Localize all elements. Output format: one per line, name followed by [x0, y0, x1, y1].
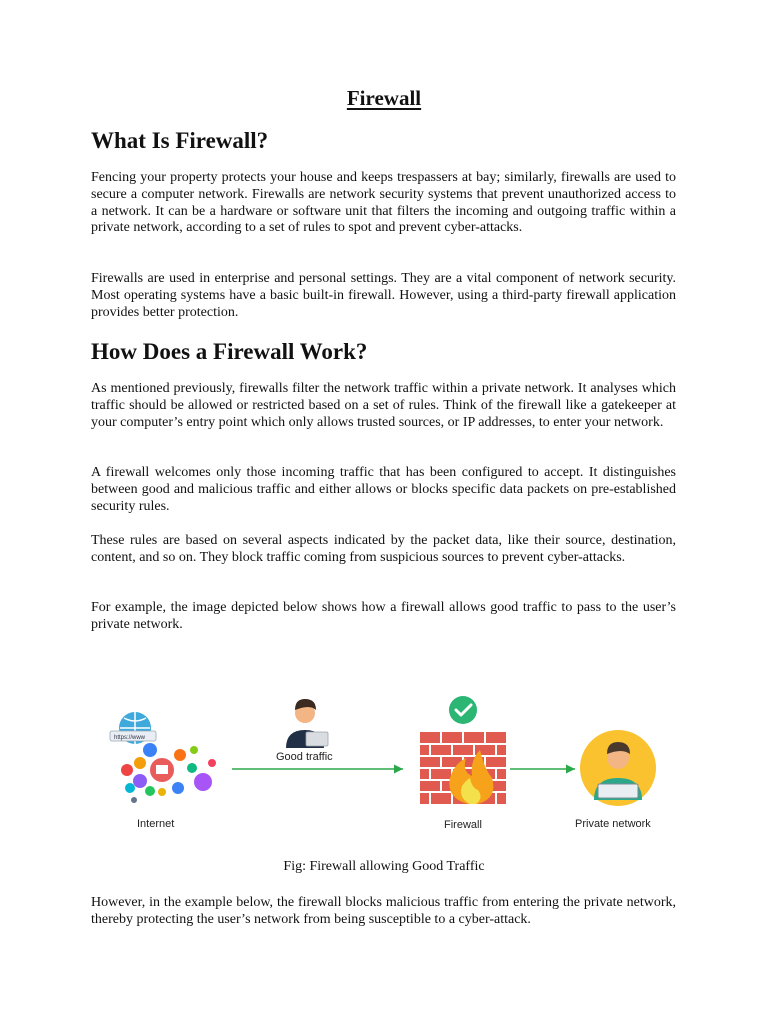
paragraph-2: Firewalls are used in enterprise and personal settings. They are a vital component of network security. Most operating systems have a basic built-in firewall. However, using a third-party firewall application provides better protection. [91, 271, 676, 320]
paragraph-5: These rules are based on several aspects indicated by the packet data, like their source, destination, content, and so on. They block traffic coming from suspicious sources to prevent cyber-attacks. [91, 533, 676, 565]
label-firewall: Firewall [444, 819, 482, 831]
firewall-diagram [0, 688, 768, 838]
label-internet: Internet [137, 818, 175, 830]
paragraph-6: For example, the image depicted below shows how a firewall allows good traffic to pass to the user’s private network. [91, 600, 676, 632]
paragraph-7: However, in the example below, the firewall blocks malicious traffic from entering the private network, thereby protecting the user’s network from being susceptible to a cyber-attack. [91, 895, 676, 927]
label-private-network: Private network [575, 818, 651, 830]
laptop-icon [598, 784, 638, 798]
firewall-brick-icon [420, 732, 506, 804]
cloud-icon [172, 782, 184, 794]
good-traffic-user-icon [286, 699, 328, 748]
like-icon [143, 743, 157, 757]
search-icon [133, 774, 147, 788]
location-icon [194, 773, 212, 791]
document-title: Firewall [346, 86, 422, 110]
heading-how-firewall-works: How Does a Firewall Work? [91, 339, 368, 364]
heading-what-is-firewall: What Is Firewall? [91, 128, 269, 153]
svg-text:https://www: https://www [114, 735, 146, 741]
diagram-svg [0, 688, 768, 838]
laptop-icon [306, 732, 328, 746]
check-icon [449, 696, 477, 724]
paragraph-4: A firewall welcomes only those incoming traffic that has been configured to accept. It distinguishes between good and malicious traffic and either allows or blocks specific data packets on pre-established security rules. [91, 465, 676, 514]
label-good-traffic: Good traffic [276, 751, 333, 763]
figure-caption: Fig: Firewall allowing Good Traffic [283, 859, 485, 874]
internet-icon-cluster [110, 712, 216, 803]
paragraph-1: Fencing your property protects your house and keeps trespassers at bay; similarly, firewalls are used to secure a computer network. Firewalls are network security systems that prevent unauthorized access to a network. It can be a hardware or software unit that filters the incoming and outgoing traffic within a private network, according to a set of rules to spot and prevent cyber-attacks. [91, 170, 676, 236]
wifi-icon [145, 786, 155, 796]
paragraph-3: As mentioned previously, firewalls filter the network traffic within a private network. It analyses which traffic should be allowed or restricted based on a set of rules. Think of the firewall like a gatekeeper at your computer’s entry point which only allows trusted sources, or IP addresses, to enter your network. [91, 381, 676, 430]
private-network-user-icon [580, 730, 656, 806]
